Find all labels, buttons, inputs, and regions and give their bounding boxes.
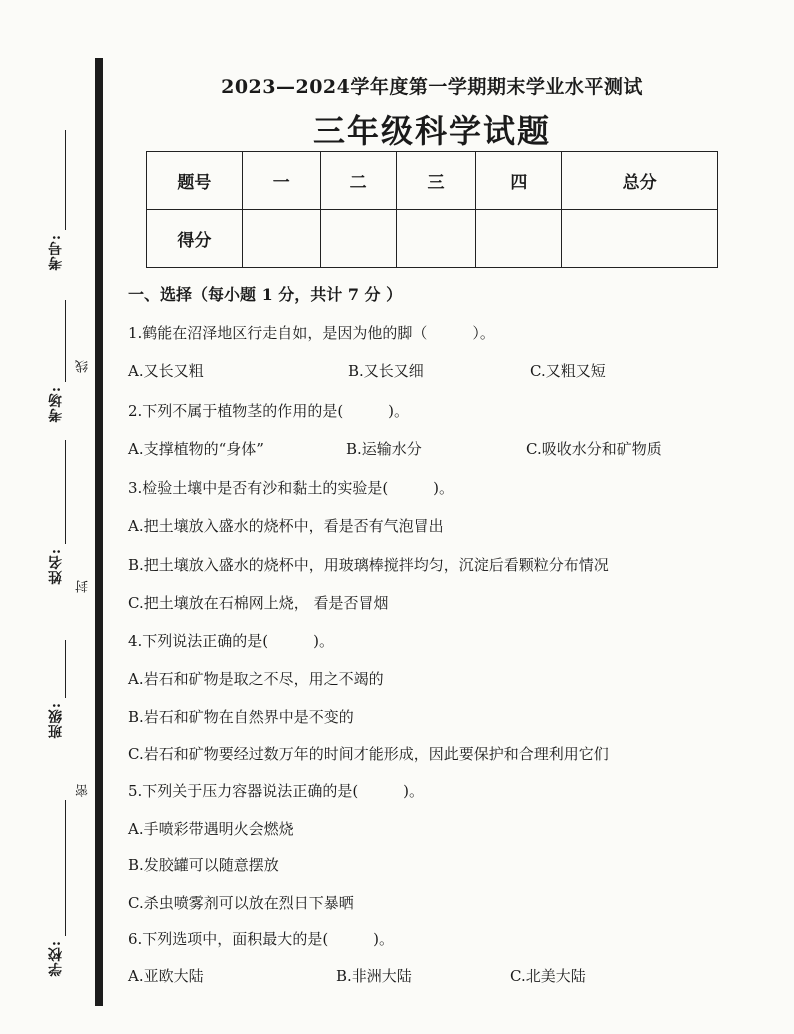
question-1-option-a[interactable]: A.又长又粗 xyxy=(128,362,204,380)
score-table-header-row xyxy=(147,152,718,210)
question-1-option-c[interactable]: C.又粗又短 xyxy=(530,362,606,380)
question-5-option-a[interactable]: A.手喷彩带遇明火会燃烧 xyxy=(128,820,294,838)
class-label: 班级: xyxy=(48,702,64,739)
question-2-option-b[interactable]: B.运输水分 xyxy=(346,440,422,458)
school-line xyxy=(65,800,66,936)
question-3-option-a[interactable]: A.把土壤放入盛水的烧杯中，看是否有气泡冒出 xyxy=(128,517,444,535)
score-cell-2[interactable] xyxy=(320,210,396,268)
question-4-option-b[interactable]: B.岩石和矿物在自然界中是不变的 xyxy=(128,708,354,726)
question-2-option-c[interactable]: C.吸收水分和矿物质 xyxy=(526,440,662,458)
score-cell-3[interactable] xyxy=(396,210,476,268)
question-2-option-a[interactable]: A.支撑植物的“身体” xyxy=(128,440,264,458)
question-2-stem: 2.下列不属于植物茎的作用的是( )。 xyxy=(128,402,410,420)
score-table-score-row xyxy=(147,210,718,268)
seal-mark-seal: 封 xyxy=(76,580,91,593)
score-label: 得分 xyxy=(147,210,243,268)
question-4-option-c[interactable]: C.岩石和矿物要经过数万年的时间才能形成，因此要保护和合理利用它们 xyxy=(128,745,609,763)
question-3-option-c[interactable]: C.把土壤放在石棉网上烧， 看是否冒烟 xyxy=(128,594,389,612)
question-6-option-c[interactable]: C.北美大陆 xyxy=(510,967,586,985)
subject-title: 三年级科学试题 xyxy=(312,112,551,150)
total-header: 总分 xyxy=(562,152,718,210)
seal-mark-line: 线 xyxy=(76,360,91,373)
score-cell-total[interactable] xyxy=(562,210,718,268)
section-4-header: 四 xyxy=(476,152,562,210)
question-4-stem: 4.下列说法正确的是( )。 xyxy=(128,632,335,650)
question-5-option-b[interactable]: B.发胶罐可以随意摆放 xyxy=(128,856,279,874)
question-3-stem: 3.检验土壤中是否有沙和黏土的实验是( )。 xyxy=(128,479,455,497)
binding-bar xyxy=(95,58,103,1006)
question-1-option-b[interactable]: B.又长又细 xyxy=(348,362,424,380)
section-3-header: 三 xyxy=(396,152,476,210)
exam-room-line xyxy=(65,300,66,382)
question-6-option-b[interactable]: B.非洲大陆 xyxy=(336,967,412,985)
score-table xyxy=(146,151,718,268)
name-line xyxy=(65,440,66,544)
school-label: 学校: xyxy=(48,940,64,977)
question-1-stem: 1.鹤能在沼泽地区行走自如，是因为他的脚（ ）。 xyxy=(128,324,495,342)
exam-room-label: 考场: xyxy=(48,386,64,423)
question-6-option-a[interactable]: A.亚欧大陆 xyxy=(128,967,204,985)
question-5-option-c[interactable]: C.杀虫喷雾剂可以放在烈日下暴晒 xyxy=(128,894,354,912)
exam-title: 2023—2024学年度第一学期期末学业水平测试 xyxy=(221,76,643,98)
question-number-header: 题号 xyxy=(147,152,243,210)
score-cell-1[interactable] xyxy=(242,210,320,268)
name-label: 姓名: xyxy=(48,548,64,585)
section-1-title: 一、选择（每小题 1 分，共计 7 分 ） xyxy=(128,285,403,304)
section-1-header: 一 xyxy=(242,152,320,210)
question-6-stem: 6.下列选项中，面积最大的是( )。 xyxy=(128,930,395,948)
seal-mark-secret: 密 xyxy=(76,784,91,797)
section-2-header: 二 xyxy=(320,152,396,210)
class-line xyxy=(65,640,66,698)
exam-number-label: 考号: xyxy=(48,234,64,271)
question-5-stem: 5.下列关于压力容器说法正确的是( )。 xyxy=(128,782,425,800)
score-cell-4[interactable] xyxy=(476,210,562,268)
question-3-option-b[interactable]: B.把土壤放入盛水的烧杯中，用玻璃棒搅拌均匀，沉淀后看颗粒分布情况 xyxy=(128,556,609,574)
question-4-option-a[interactable]: A.岩石和矿物是取之不尽，用之不竭的 xyxy=(128,670,384,688)
